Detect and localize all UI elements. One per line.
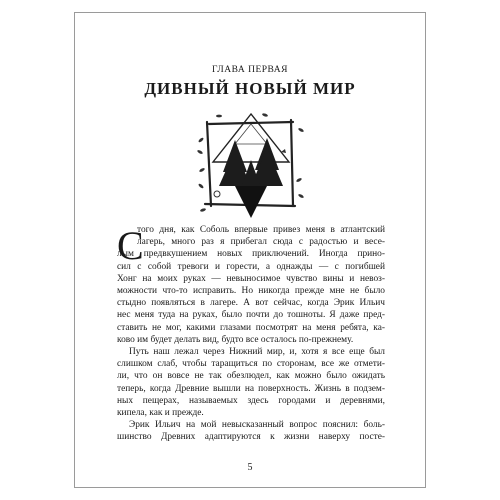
text-line: ково им будет делать вид, будто все осталось по-прежнему. (117, 334, 354, 345)
paragraph-2 (117, 346, 385, 419)
forest-mountain-frame-icon (195, 110, 307, 220)
text-line: лагерь, много раз я прибегал сюда с радостью и весе- (137, 237, 385, 248)
text-line: сил с собой тревоги и горести, а однажды — с погибшей (117, 261, 385, 272)
text-line: ных пещерах, называемых здесь городами и деревнями, (117, 395, 385, 406)
page-number: 5 (247, 462, 253, 473)
chapter-label: ГЛАВА ПЕРВАЯ (212, 65, 288, 75)
text-line: ставить не мог, какими глазами посмотрят на меня ребята, ка- (117, 322, 385, 333)
text-line: слишком слаб, чтобы таращиться по сторонам, все же отмети- (117, 359, 385, 370)
text-line: стыдно появляться в лагере. А вот сейчас, когда Эрик Ильич (117, 298, 385, 309)
chapter-title: ДИВНЫЙ НОВЫЙ МИР (144, 79, 356, 98)
paragraph-1 (117, 224, 385, 346)
paragraph-3 (117, 419, 385, 443)
text-line: кипела, как и прежде. (117, 408, 204, 419)
chapter-body-text (117, 224, 385, 444)
text-line: нес меня туда на руках, было почти до тошноты. Я даже пред- (117, 310, 385, 321)
text-line: можности что-то исправить. Но никогда прежде мне не было (117, 286, 385, 297)
text-line: теперь, когда Древние вышли на поверхность. Жизнь в подзем- (117, 383, 385, 394)
text-line: Путь наш лежал через Нижний мир, и, хотя я все еще был (129, 347, 385, 358)
text-line: ли, что он вовсе не так обезлюдел, как можно было ожидать (117, 371, 385, 382)
text-line: того дня, как Соболь впервые привез меня в атлантский (137, 225, 385, 235)
drop-cap: С (117, 223, 144, 268)
text-line: лым предвкушением новых приключений. Иногда прино- (117, 249, 385, 260)
book-page (74, 12, 426, 488)
text-line: Хонг на моих руках — невыносимое чувство вины и невоз- (117, 273, 385, 284)
text-line: Эрик Ильич на мой невысказанный вопрос пояснил: боль- (129, 420, 385, 431)
text-line: шинство Древних адаптируются к жизни наверху посте- (117, 432, 385, 443)
